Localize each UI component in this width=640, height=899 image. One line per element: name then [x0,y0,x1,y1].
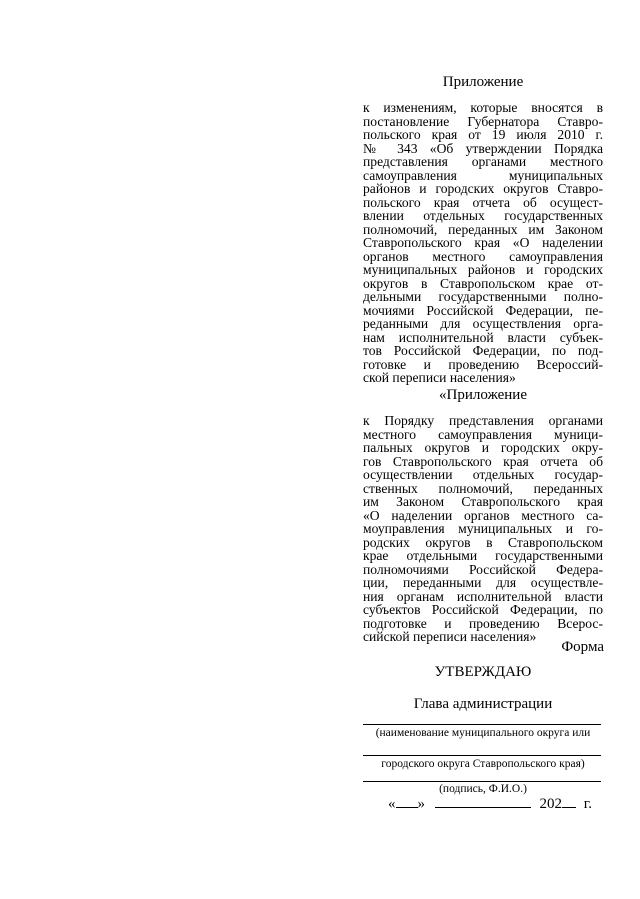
appendix-text-line: округов в Ставропольском крае от- [363,275,603,291]
appendix-title: Приложение [442,74,524,90]
order-appendix-text [363,414,603,644]
appendix-text-line: нам исполнительной власти субъек- [363,329,603,345]
appendix-text-line: № 343 «Об утверждении Порядка [363,140,603,156]
date-close-quote: » [417,796,425,812]
appendix-text-line: Ставропольского края «О наделении [363,235,603,250]
appendix-text-line: самоуправления муниципальных [363,167,603,183]
order-appendix-text-line: ции, переданными для осуществле- [363,575,603,590]
approval-date [388,794,592,813]
signature-caption: (подпись, Ф.И.О.) [439,783,527,795]
date-year-blank[interactable] [562,794,576,808]
appendix-text-line: дельными государственными полно- [363,289,603,304]
approve-label: УТВЕРЖДАЮ [434,664,532,680]
order-appendix-text-line: местного самоуправления муници- [363,426,603,442]
order-appendix-text-line: им Законом Ставропольского края [363,494,603,509]
order-appendix-text-line: подготовке и проведению Всерос- [363,615,603,631]
appendix-text-line: постановление Губернатора Ставро- [363,113,603,129]
appendix-text-line: районов и городских округов Ставро- [363,181,603,196]
order-appendix-text-line: ственных полномочий, переданных [363,480,603,496]
order-appendix-text-line: пальных округов и городских окру- [363,440,603,455]
appendix-text-line: реданными для осуществления орга- [363,316,603,331]
municipality-name-caption-1: (наименование муниципального округа или [375,727,591,739]
order-appendix-text-line: «О наделении органов местного са- [363,507,603,523]
order-appendix-text-line: к Порядку представления органами [363,413,603,428]
appendix-text-line: влении отдельных государственных [363,208,603,223]
municipality-name-caption-2: городского округа Ставропольского края) [381,758,585,770]
appendix-text-line: готовке и проведению Всероссий- [363,356,603,372]
order-appendix-text-line: гов Ставропольского края отчета об [363,453,603,469]
municipality-name-line-2[interactable] [363,755,601,756]
head-title: Глава администрации [413,696,553,712]
appendix-text-line: муниципальных районов и городских [363,262,603,277]
municipality-name-line-1[interactable] [363,724,601,725]
order-appendix-text-line: полномочиями Российской Федера- [363,561,603,577]
appendix-text-line: полномочий, переданных им Законом [363,221,603,237]
form-label: Форма [561,639,604,655]
appendix-text-line: к изменениям, которые вносятся в [363,100,603,115]
order-appendix-text-line: ния органам исполнительной власти [363,588,603,604]
order-appendix-text-line: родских округов в Ставропольском [363,534,603,550]
date-month-blank[interactable] [435,794,531,808]
appendix-text [363,101,603,385]
appendix-text-line: органов местного самоуправления [363,248,603,264]
appendix-text-line: польского края отчета об осущест- [363,194,603,210]
appendix-text-line: мочиями Российской Федерации, пе- [363,302,603,318]
appendix-text-line: тов Российской Федерации, по под- [363,343,603,358]
appendix-text-line: польского края от 19 июля 2010 г. [363,127,603,142]
order-appendix-text-line: осуществлении отдельных государ- [363,467,603,482]
date-year-prefix: 202 [539,796,562,812]
order-appendix-title: «Приложение [438,387,527,403]
order-appendix-text-line: крае отдельными государственными [363,548,603,563]
order-appendix-text-line: субъектов Российской Федерации, по [363,602,603,617]
appendix-text-line: представления органами местного [363,154,603,169]
date-day-blank[interactable] [396,794,418,808]
order-appendix-text-line: сийской переписи населения» [363,629,537,644]
appendix-text-line: ской переписи населения» [363,370,516,385]
order-appendix-text-line: моуправления муниципальных и го- [363,521,603,536]
date-year-suffix: г. [583,796,592,812]
date-open-quote: « [388,796,396,812]
